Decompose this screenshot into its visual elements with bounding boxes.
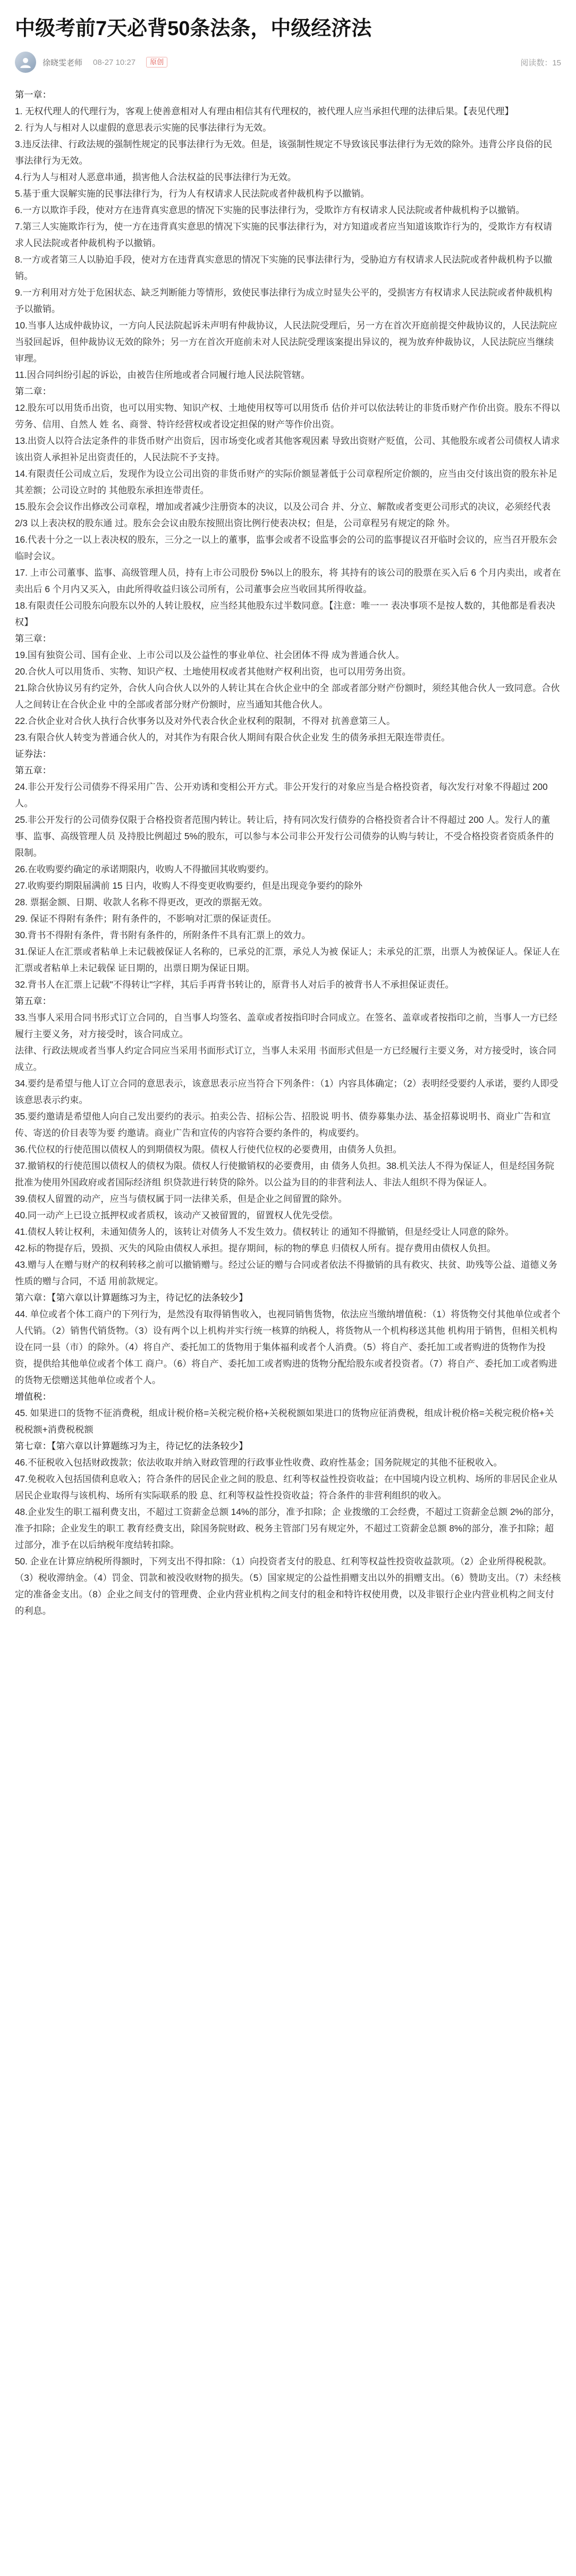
article-paragraph: 29. 保证不得附有条件；附有条件的，不影响对汇票的保证责任。: [15, 913, 277, 924]
article-paragraph: 27.收购要约期限届满前 15 日内，收购人不得变更收购要约，但是出现竞争要约的除外: [15, 880, 363, 891]
article-paragraph: 46.不征税收入包括财政拨款；依法收取并纳入财政管理的行政事业性收费、政府性基金；国务院规定的其他不征税收入。: [15, 1457, 503, 1468]
article-paragraph: 1. 无权代理人的代理行为，客观上使善意相对人有理由相信其有代理权的，被代理人应当承担代理的法律后果。【表见代理】: [15, 106, 514, 117]
article-paragraph: 50. 企业在计算应纳税所得额时，下列支出不得扣除：（1）向投资者支付的股息、红利等权益性投资收益款项。（2）企业所得税税款。（3）税收滞纳金。（4）罚金、罚款和被没收财物的损失。（5）国家规定的公益性捐赠支出以外的捐赠支出。（6）赞助支出。（7）未经核定的准备金支出。（8）企业之间支付的管理费、企业内营业机构之间支付的租金和特许权使用费，以及非银行企业内营业机构之间支付的利息。: [15, 1556, 561, 1617]
article-paragraph: 24.非公开发行公司债券不得采用广告、公开劝诱和变相公开方式。非公开发行的对象应当是合格投资者，每次发行对象不得超过 200 人。: [15, 781, 548, 809]
article-paragraph: 第二章：: [15, 386, 52, 397]
article-paragraph: 32.背书人在汇票上记载"不得转让"字样，其后手再背书转让的，原背书人对后手的被背书人不承担保证责任。: [15, 979, 454, 990]
article-meta: [15, 52, 561, 73]
article-paragraph: 7.第三人实施欺诈行为，使一方在违背真实意思的情况下实施的民事法律行为，对方知道或者应当知道该欺诈行为的，受欺诈方有权请求人民法院或者仲裁机构予以撤销。: [15, 221, 553, 249]
article-paragraph: 26.在收购要约确定的承诺期限内，收购人不得撤回其收购要约。: [15, 864, 274, 875]
article-paragraph: 30.背书不得附有条件，背书附有条件的，所附条件不具有汇票上的效力。: [15, 930, 311, 941]
article-paragraph: 12.股东可以用货币出资，也可以用实物、知识产权、土地使用权等可以用货币 估价并可以依法转让的非货币财产作价出资。股东不得以劳务、信用、自然人 姓 名、商誉、特许经营权或者设定担保的财产等作价出资。: [15, 402, 560, 430]
article-paragraph: 35.要约邀请是希望他人向自己发出要约的表示。拍卖公告、招标公告、招股说 明书、债券募集办法、基金招募说明书、商业广告和宣传、寄送的价目表等为要 约邀请。商业广告和宣传的内容符合要约条件的，构成要约。: [15, 1111, 551, 1139]
original-badge: 原创: [146, 57, 167, 68]
article-paragraph: 37.撤销权的行使范围以债权人的债权为限。债权人行使撤销权的必要费用，由 债务人负担。38.机关法人不得为保证人，但是经国务院批准为使用外国政府或者国际经济组 织贷款进行转贷的除外。以公益为目的的非营利法人、非法人组织不得为保证人。: [15, 1160, 555, 1188]
article-paragraph: 4.行为人与相对人恶意串通，损害他人合法权益的民事法律行为无效。: [15, 172, 297, 183]
author-name[interactable]: 徐晓雯老师: [43, 58, 83, 68]
article-paragraph: 14.有限责任公司成立后，发现作为设立公司出资的非货币财产的实际价额显著低于公司章程所定价额的，应当由交付该出资的股东补足其差额；公司设立时的 其他股东承担连带责任。: [15, 468, 557, 496]
article-paragraph: 第六章：【第六章以计算题练习为主，待记忆的法条较少】: [15, 1292, 248, 1303]
article-paragraph: 5.基于重大误解实施的民事法律行为，行为人有权请求人民法院或者仲裁机构予以撤销。: [15, 188, 370, 199]
article-paragraph: 13.出资人以符合法定条件的非货币财产出资后，因市场变化或者其他客观因素 导致出资财产贬值，公司、其他股东或者公司债权人请求该出资人承担补足出资责任的，人民法院不予支持。: [15, 435, 560, 463]
article-paragraph: 2. 行为人与相对人以虚假的意思表示实施的民事法律行为无效。: [15, 122, 272, 133]
article-paragraph: 3.违反法律、行政法规的强制性规定的民事法律行为无效。但是，该强制性规定不导致该民事法律行为无效的除外。违背公序良俗的民事法律行为无效。: [15, 139, 553, 166]
article-paragraph: 36.代位权的行使范围以债权人的到期债权为限。债权人行使代位权的必要费用，由债务人负担。: [15, 1144, 402, 1155]
article-paragraph: 28. 票据金额、日期、收款人名称不得更改，更改的票据无效。: [15, 897, 268, 908]
article-paragraph: 25.非公开发行的公司债券仅限于合格投资者范围内转让。转让后，持有同次发行债券的合格投资者合计不得超过 200 人。发行人的董事、监事、高级管理人员 及持股比例超过 5%的股东，可以参与本公司非公开发行公司债券的认购与转让，不受合格投资者资质条件的限制。: [15, 814, 554, 858]
article-paragraph: 10.当事人达成仲裁协议，一方向人民法院起诉未声明有仲裁协议，人民法院受理后，另一方在首次开庭前提交仲裁协议的，人民法院应当驳回起诉，但仲裁协议无效的除外；另一方在首次开庭前未对人民法院受理该案提出异议的，视为放弃仲裁协议，人民法院应当继续审理。: [15, 320, 557, 364]
article-paragraph: 31.保证人在汇票或者粘单上未记载被保证人名称的，已承兑的汇票，承兑人为被 保证人；未承兑的汇票，出票人为被保证人。保证人在汇票或者粘单上未记载保 证日期的，出票日期为保证日期。: [15, 946, 560, 974]
article-paragraph: 40.同一动产上已设立抵押权或者质权，该动产又被留置的，留置权人优先受偿。: [15, 1210, 338, 1221]
article-title: 中级考前7天必背50条法条，中级经济法: [15, 18, 372, 40]
article-paragraph: 45. 如果进口的货物不征消费税，组成计税价格=关税完税价格+关税税额如果进口的货物应征消费税，组成计税价格=关税完税价格+关税税额+消费税税额: [15, 1408, 554, 1435]
article-paragraph: 8.一方或者第三人以胁迫手段，使对方在违背真实意思的情况下实施的民事法律行为，受胁迫方有权请求人民法院或者仲裁机构予以撤销。: [15, 254, 553, 282]
article-paragraph: 44. 单位或者个体工商户的下列行为，是然没有取得销售收入，也视同销售货物，依法应当缴纳增值税：（1）将货物交付其他单位或者个人代销。（2）销售代销货物。（3）设有两个以上机构并实行统一核算的纳税人，将货物从一个机构移送其他 机构用于销售，但相关机构设在同一县（市）的除外。（4）将自产、委托加工的货物用于集体福利或者个人消费。（5）将自产、委托加工或者购进的货物作为投资，提供给其他单位或者个体工 商户。（6）将自产、委托加工或者购进的货物分配给股东或者投资者。（7）将自产、委托加工或者购进的货物无偿赠送其他单位或者个人。: [15, 1309, 561, 1386]
article-paragraph: 34.要约是希望与他人订立合同的意思表示，该意思表示应当符合下列条件：（1）内容具体确定；（2）表明经受要约人承诺，要约人即受该意思表示约束。: [15, 1078, 558, 1106]
article-paragraph: 41.债权人转让权利，未通知债务人的，该转让对债务人不发生效力。债权转让 的通知不得撤销，但是经受让人同意的除外。: [15, 1226, 514, 1238]
article-paragraph: 第一章：: [15, 89, 52, 100]
article-paragraph: 第三章：: [15, 633, 52, 644]
article-paragraph: 20.合伙人可以用货币、实物、知识产权、土地使用权或者其他财产权利出资，也可以用劳务出资。: [15, 666, 411, 677]
article-paragraph: 15.股东会会议作出修改公司章程，增加或者减少注册资本的决议，以及公司合 并、分立、解散或者变更公司形式的决议，必须经代表 2/3 以上表决权的股东通 过。股东会会议由股东按照出资比例行使表决权；但是，公司章程另有规定的除 外。: [15, 501, 551, 529]
article-paragraph: 42.标的物提存后，毁损、灭失的风险由债权人承担。提存期间，标的物的孳息 归债权人所有。提存费用由债权人负担。: [15, 1243, 496, 1254]
article-paragraph: 证券法：: [15, 748, 52, 760]
publish-date: 08-27 10:27: [93, 57, 136, 67]
article-paragraph: 22.合伙企业对合伙人执行合伙事务以及对外代表合伙企业权利的限制，不得对 抗善意第三人。: [15, 715, 396, 727]
article-body: [15, 87, 561, 1619]
article-paragraph: 11.因合同纠纷引起的诉讼，由被告住所地或者合同履行地人民法院管辖。: [15, 369, 310, 381]
article-paragraph: 33.当事人采用合同书形式订立合同的，自当事人均签名、盖章或者按指印时合同成立。在签名、盖章或者按指印之前，当事人一方已经履行主要义务，对方接受时，该合同成立。: [15, 1012, 557, 1040]
article-paragraph: 第七章：【第六章以计算题练习为主，待记忆的法条较少】: [15, 1441, 248, 1452]
article-paragraph: 47.免税收入包括国债利息收入；符合条件的居民企业之间的股息、红利等权益性投资收益；在中国境内设立机构、场所的非居民企业从居民企业取得与该机构、场所有实际联系的股 息、红利等权益性投资收益；符合条件的非营利组织的收入。: [15, 1474, 557, 1501]
article-paragraph: 18.有限责任公司股东向股东以外的人转让股权，应当经其他股东过半数同意。【注意：唯一一 表决事项不是按人数的，其他都是看表决权】: [15, 600, 555, 628]
article-paragraph: 第五章：: [15, 765, 52, 776]
article-paragraph: 19.国有独资公司、国有企业、上市公司以及公益性的事业单位、社会团体不得 成为普通合伙人。: [15, 650, 405, 661]
avatar[interactable]: [15, 52, 36, 73]
article-paragraph: 21.除合伙协议另有约定外，合伙人向合伙人以外的人转让其在合伙企业中的全 部或者部分财产份额时，须经其他合伙人一致同意。合伙人之间转让在合伙企业 中的全部或者部分财产份额时，应当通知其他合伙人。: [15, 683, 560, 710]
article-paragraph: 增值税：: [15, 1391, 52, 1402]
user-icon: [19, 55, 32, 69]
article-paragraph: 6.一方以欺诈手段，使对方在违背真实意思的情况下实施的民事法律行为，受欺诈方有权请求人民法院或者仲裁机构予以撤销。: [15, 205, 525, 216]
article-paragraph: 17. 上市公司董事、监事、高级管理人员，持有上市公司股份 5%以上的股东，将 其持有的该公司的股票在买入后 6 个月内卖出，或者在卖出后 6 个月内又买入，由此所得收益归该公司所有，公司董事会应当收回其所得收益。: [15, 567, 561, 595]
article-paragraph: 48.企业发生的职工福利费支出，不超过工资薪金总额 14%的部分，准予扣除；企 业拨缴的工会经费，不超过工资薪金总额 2%的部分，准予扣除；企业发生的职工 教育经费支出，除国务院财政、税务主管部门另有规定外，不超过工资薪金总额 8%的部分，准予扣除；超过部分，准予在以后纳税年度结转扣除。: [15, 1506, 560, 1551]
article-paragraph: 9.一方利用对方处于危困状态、缺乏判断能力等情形，致使民事法律行为成立时显失公平的，受损害方有权请求人民法院或者仲裁机构予以撤销。: [15, 287, 553, 315]
article-paragraph: 16.代表十分之一以上表决权的股东，三分之一以上的董事，监事会或者不设监事会的公司的监事提议召开临时会议的，应当召开股东会临时会议。: [15, 534, 557, 562]
article-paragraph: 39.债权人留置的动产，应当与债权属于同一法律关系，但是企业之间留置的除外。: [15, 1193, 348, 1205]
article-paragraph: 23.有限合伙人转变为普通合伙人的，对其作为有限合伙人期间有限合伙企业发 生的债务承担无限连带责任。: [15, 732, 451, 743]
article-paragraph: 43.赠与人在赠与财产的权利转移之前可以撤销赠与。经过公证的赠与合同或者依法不得撤销的具有救灾、扶贫、助残等公益、道德义务性质的赠与合同，不适 用前款规定。: [15, 1259, 557, 1287]
article-paragraph: 第五章：: [15, 996, 52, 1007]
article-paragraph: 法律、行政法规或者当事人约定合同应当采用书面形式订立，当事人未采用 书面形式但是一方已经履行主要义务，对方接受时，该合同成立。: [15, 1045, 556, 1073]
read-count: 阅读数：15: [520, 58, 561, 68]
